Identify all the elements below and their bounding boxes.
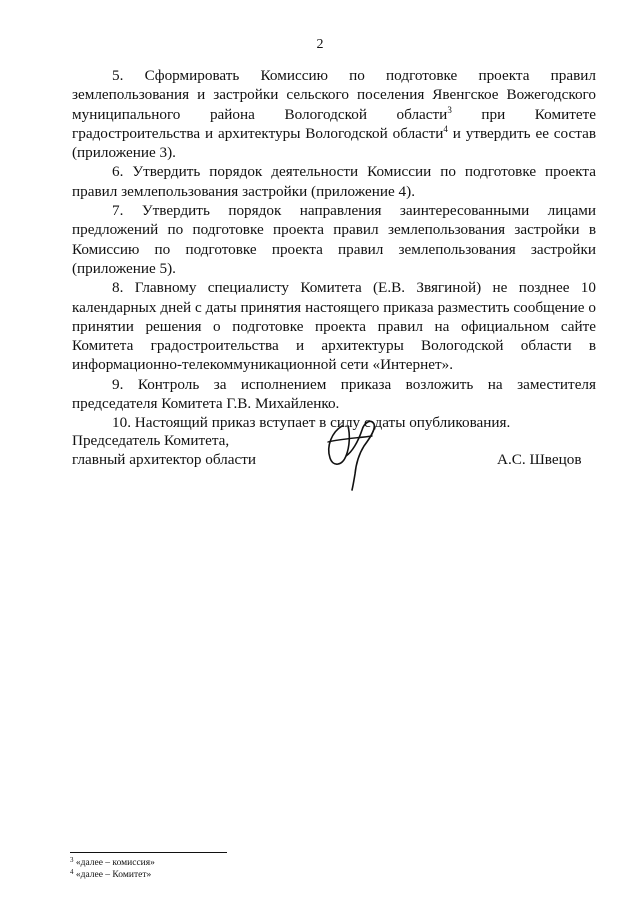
signatory-name: А.С. Швецов <box>497 451 582 468</box>
signatory-position-line-1: Председатель Комитета, <box>72 432 230 449</box>
paragraph-8: 8. Главному специалисту Комитета (Е.В. Звягиной) не позднее 10 календарных дней с даты принятия настоящего приказа разместить сообщение о принятии решения о подготовке проекта правил на официальном сайте Комитета градостроительства и архитектуры Вологодской области в информационно-телекоммуникационной сети «Интернет». <box>72 279 596 374</box>
page-number: 2 <box>316 37 324 52</box>
paragraph-7: 7. Утвердить порядок направления заинтересованными лицами предложений по подготовке проекта правил землепользования застройки в Комиссию по подготовке проекта правил землепользования застройки (приложение 5). <box>72 202 596 277</box>
order-body <box>72 66 596 433</box>
footnote-4-text: «далее – Комитет» <box>73 870 152 880</box>
footnote-3-mark: 3 <box>70 856 74 864</box>
signatory-position-line-2: главный архитектор области <box>72 451 257 469</box>
footnote-divider <box>70 852 227 853</box>
handwritten-signature <box>320 412 390 492</box>
footnote-3 <box>70 857 155 869</box>
paragraph-9: 9. Контроль за исполнением приказа возложить на заместителя председателя Комитета Г.В. Михайленко. <box>72 375 596 413</box>
footnotes <box>70 857 155 881</box>
footnote-ref-4: 4 <box>443 123 448 134</box>
footnote-4 <box>70 869 155 881</box>
footnote-3-text: «далее – комиссия» <box>73 858 155 868</box>
paragraph-5-text-b: при Комитете градостроительства и архитектуры Вологодской области <box>72 105 596 142</box>
paragraph-6: 6. Утвердить порядок деятельности Комиссии по подготовке проекта правил землепользования застройки (приложение 4). <box>72 163 596 200</box>
paragraph-5-text-c: и утвердить ее состав (приложение 3). <box>72 124 596 162</box>
paragraph-5-text-a: 5. Сформировать Комиссию по подготовке проекта правил землепользования и застройки сельского поселения Явенгское Вожегодского муниципального района Вологодской области <box>72 67 596 123</box>
signatory-position <box>72 431 256 470</box>
footnote-4-mark: 4 <box>70 868 74 876</box>
paragraph-10: 10. Настоящий приказ вступает в силу с даты опубликования. <box>112 414 511 432</box>
footnote-ref-3: 3 <box>447 104 452 115</box>
paragraph-5 <box>72 66 596 162</box>
